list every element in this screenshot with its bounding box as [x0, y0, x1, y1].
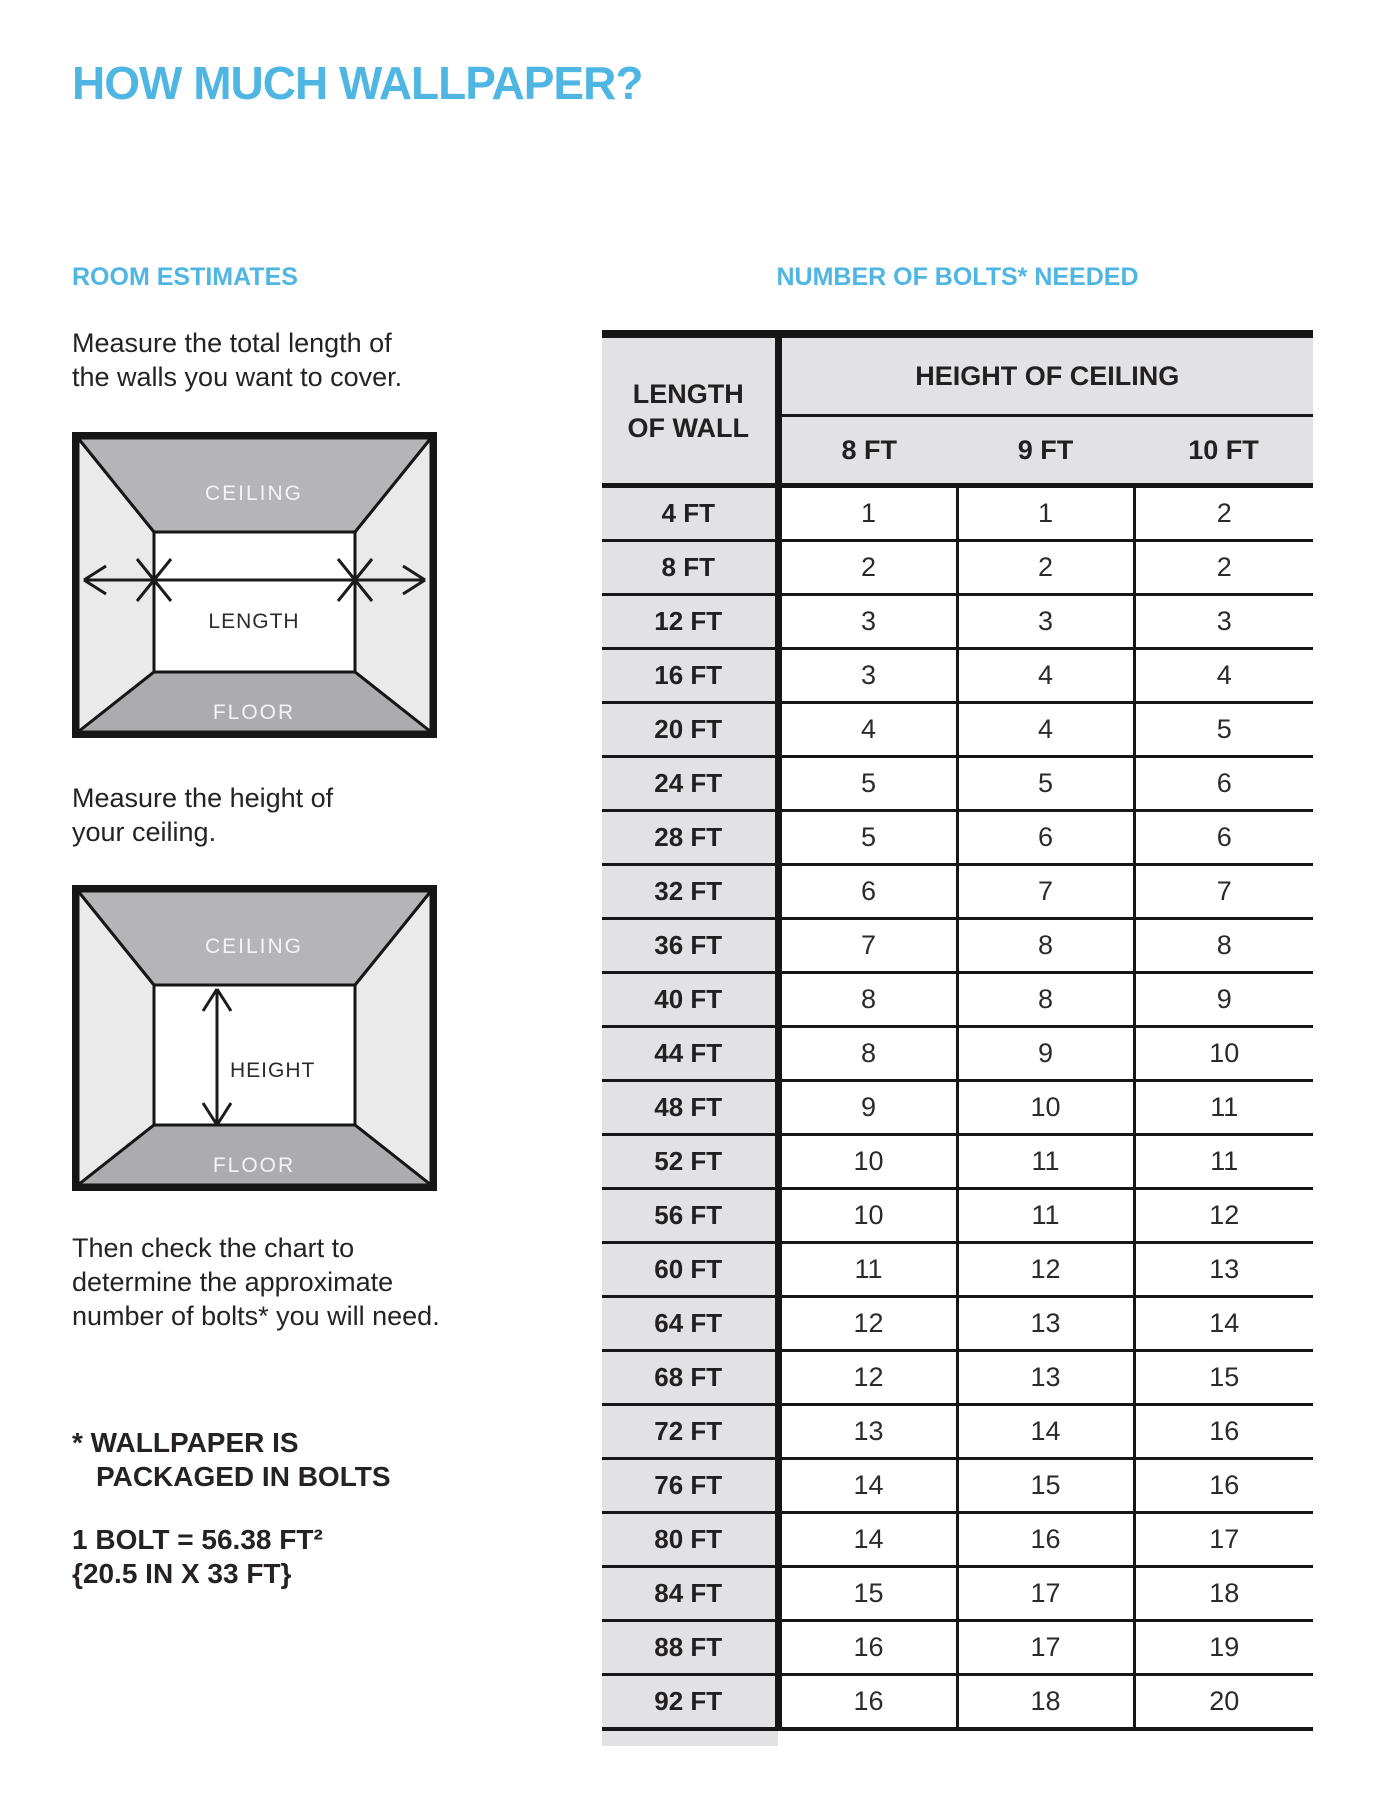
- row-label: 48 FT: [602, 1081, 778, 1135]
- bolt-count-cell: 2: [1134, 486, 1313, 541]
- bolt-count-cell: 12: [1134, 1189, 1313, 1243]
- row-label: 24 FT: [602, 757, 778, 811]
- table-row: [602, 1405, 1313, 1459]
- row-label-column-stub: [602, 1731, 778, 1746]
- room-estimates-heading: ROOM ESTIMATES: [72, 263, 298, 291]
- bolt-count-cell: 13: [778, 1405, 957, 1459]
- bolt-count-cell: 18: [957, 1675, 1134, 1730]
- row-label: 36 FT: [602, 919, 778, 973]
- bolt-count-cell: 11: [1134, 1081, 1313, 1135]
- bolt-count-cell: 10: [778, 1189, 957, 1243]
- table-row: [602, 973, 1313, 1027]
- bolt-count-cell: 11: [957, 1189, 1134, 1243]
- row-label: 76 FT: [602, 1459, 778, 1513]
- bolt-count-cell: 17: [957, 1567, 1134, 1621]
- bolt-count-cell: 11: [778, 1243, 957, 1297]
- bolt-count-cell: 15: [957, 1459, 1134, 1513]
- instruction-step-3-line2: determine the approximate: [72, 1267, 394, 1297]
- bolt-size-info: [72, 1523, 323, 1591]
- bolt-count-cell: 16: [778, 1675, 957, 1730]
- ceiling-label: CEILING: [204, 482, 304, 505]
- bolt-count-cell: 6: [957, 811, 1134, 865]
- table-row: [602, 1567, 1313, 1621]
- bolt-count-cell: 16: [957, 1513, 1134, 1567]
- table-row: [602, 1351, 1313, 1405]
- bolt-count-cell: 9: [778, 1081, 957, 1135]
- row-label: 88 FT: [602, 1621, 778, 1675]
- row-label: 32 FT: [602, 865, 778, 919]
- bolt-count-cell: 11: [1134, 1135, 1313, 1189]
- table-row: [602, 811, 1313, 865]
- table-row: [602, 1675, 1313, 1730]
- bolt-count-cell: 13: [957, 1351, 1134, 1405]
- instruction-step-2-line2: your ceiling.: [72, 817, 217, 847]
- bolt-count-cell: 4: [957, 649, 1134, 703]
- group-header: HEIGHT OF CEILING: [778, 334, 1313, 416]
- table-row: [602, 919, 1313, 973]
- bolt-count-cell: 12: [778, 1351, 957, 1405]
- instruction-step-1: [72, 326, 402, 394]
- bolts-table-wrap: [602, 330, 1313, 1746]
- row-label: 92 FT: [602, 1675, 778, 1730]
- ceiling-label: CEILING: [204, 935, 304, 958]
- bolt-count-cell: 4: [957, 703, 1134, 757]
- bolt-size-line2: {20.5 IN X 33 FT}: [72, 1558, 292, 1589]
- table-row: [602, 1081, 1313, 1135]
- row-label: 40 FT: [602, 973, 778, 1027]
- bolts-footnote-line2: PACKAGED IN BOLTS: [96, 1461, 391, 1492]
- bolt-count-cell: 5: [778, 757, 957, 811]
- bolt-count-cell: 5: [778, 811, 957, 865]
- page-title: HOW MUCH WALLPAPER?: [72, 57, 643, 109]
- bolt-count-cell: 7: [778, 919, 957, 973]
- row-label: 52 FT: [602, 1135, 778, 1189]
- floor-label: FLOOR: [212, 1154, 296, 1177]
- bolt-count-cell: 20: [1134, 1675, 1313, 1730]
- bolt-count-cell: 3: [778, 595, 957, 649]
- instruction-step-2-line1: Measure the height of: [72, 783, 334, 813]
- bolts-table-body: [602, 486, 1313, 1730]
- bolt-count-cell: 17: [957, 1621, 1134, 1675]
- row-label: 20 FT: [602, 703, 778, 757]
- table-row: [602, 703, 1313, 757]
- instruction-step-3-line3: number of bolts* you will need.: [72, 1301, 440, 1331]
- bolt-count-cell: 10: [778, 1135, 957, 1189]
- row-label: 64 FT: [602, 1297, 778, 1351]
- table-row: [602, 649, 1313, 703]
- row-label: 68 FT: [602, 1351, 778, 1405]
- bolt-count-cell: 16: [1134, 1459, 1313, 1513]
- room-length-diagram: [72, 432, 437, 738]
- bolt-count-cell: 14: [957, 1405, 1134, 1459]
- bolt-count-cell: 6: [778, 865, 957, 919]
- bolt-count-cell: 5: [957, 757, 1134, 811]
- table-row: [602, 1459, 1313, 1513]
- instruction-step-1-line2: the walls you want to cover.: [72, 362, 403, 392]
- bolt-count-cell: 4: [778, 703, 957, 757]
- table-row: [602, 1243, 1313, 1297]
- instruction-step-3-line1: Then check the chart to: [72, 1233, 355, 1263]
- row-label: 80 FT: [602, 1513, 778, 1567]
- bolt-count-cell: 3: [1134, 595, 1313, 649]
- bolt-count-cell: 8: [778, 973, 957, 1027]
- room-height-diagram: [72, 885, 437, 1191]
- bolt-count-cell: 6: [1134, 811, 1313, 865]
- bolts-table: [602, 330, 1313, 1731]
- bolt-count-cell: 9: [957, 1027, 1134, 1081]
- bolt-count-cell: 12: [778, 1297, 957, 1351]
- bolt-count-cell: 1: [957, 486, 1134, 541]
- bolt-count-cell: 10: [957, 1081, 1134, 1135]
- row-label: 56 FT: [602, 1189, 778, 1243]
- col-header-9ft: 9 FT: [957, 416, 1134, 486]
- bolt-count-cell: 2: [778, 541, 957, 595]
- row-label: 28 FT: [602, 811, 778, 865]
- bolt-count-cell: 14: [778, 1513, 957, 1567]
- bolts-table-title: NUMBER OF BOLTS* NEEDED: [776, 263, 1139, 291]
- bolt-count-cell: 2: [1134, 541, 1313, 595]
- row-label: 60 FT: [602, 1243, 778, 1297]
- row-label: 8 FT: [602, 541, 778, 595]
- bolt-count-cell: 16: [778, 1621, 957, 1675]
- bolt-count-cell: 19: [1134, 1621, 1313, 1675]
- height-label: HEIGHT: [230, 1059, 316, 1082]
- bolt-count-cell: 15: [1134, 1351, 1313, 1405]
- row-label: 4 FT: [602, 486, 778, 541]
- bolt-count-cell: 11: [957, 1135, 1134, 1189]
- bolt-count-cell: 14: [778, 1459, 957, 1513]
- table-header-row-1: [602, 334, 1313, 416]
- bolts-footnote: [72, 1426, 391, 1494]
- bolt-size-line1: 1 BOLT = 56.38 FT²: [72, 1524, 323, 1555]
- floor-label: FLOOR: [212, 701, 296, 724]
- bolt-count-cell: 10: [1134, 1027, 1313, 1081]
- bolt-count-cell: 6: [1134, 757, 1313, 811]
- table-row: [602, 1027, 1313, 1081]
- bolt-count-cell: 2: [957, 541, 1134, 595]
- bolt-count-cell: 14: [1134, 1297, 1313, 1351]
- bolt-count-cell: 12: [957, 1243, 1134, 1297]
- row-label: 72 FT: [602, 1405, 778, 1459]
- bolt-count-cell: 18: [1134, 1567, 1313, 1621]
- bolt-count-cell: 13: [957, 1297, 1134, 1351]
- bolt-count-cell: 8: [957, 919, 1134, 973]
- bolt-count-cell: 9: [1134, 973, 1313, 1027]
- bolt-count-cell: 8: [778, 1027, 957, 1081]
- table-row: [602, 1189, 1313, 1243]
- row-label: 84 FT: [602, 1567, 778, 1621]
- bolt-count-cell: 7: [957, 865, 1134, 919]
- instruction-step-2: [72, 781, 333, 849]
- table-row: [602, 1513, 1313, 1567]
- table-row: [602, 865, 1313, 919]
- bolt-count-cell: 1: [778, 486, 957, 541]
- instruction-step-3: [72, 1231, 440, 1333]
- table-row: [602, 595, 1313, 649]
- table-row: [602, 1297, 1313, 1351]
- table-row: [602, 486, 1313, 541]
- corner-header-line1: LENGTH: [632, 378, 744, 409]
- bolt-count-cell: 17: [1134, 1513, 1313, 1567]
- bolt-count-cell: 15: [778, 1567, 957, 1621]
- row-label: 16 FT: [602, 649, 778, 703]
- corner-header: [602, 334, 778, 486]
- bolt-count-cell: 4: [1134, 649, 1313, 703]
- row-label: 12 FT: [602, 595, 778, 649]
- col-header-8ft: 8 FT: [778, 416, 957, 486]
- corner-header-line2: OF WALL: [627, 412, 749, 443]
- col-header-10ft: 10 FT: [1134, 416, 1313, 486]
- table-row: [602, 541, 1313, 595]
- length-label: LENGTH: [208, 610, 300, 633]
- bolt-count-cell: 3: [957, 595, 1134, 649]
- bolt-count-cell: 3: [778, 649, 957, 703]
- bolt-count-cell: 16: [1134, 1405, 1313, 1459]
- bolt-count-cell: 8: [957, 973, 1134, 1027]
- bolt-count-cell: 5: [1134, 703, 1313, 757]
- table-row: [602, 1135, 1313, 1189]
- bolt-count-cell: 13: [1134, 1243, 1313, 1297]
- bolt-count-cell: 8: [1134, 919, 1313, 973]
- row-label: 44 FT: [602, 1027, 778, 1081]
- bolts-footnote-line1: * WALLPAPER IS: [72, 1427, 299, 1458]
- table-row: [602, 1621, 1313, 1675]
- bolt-count-cell: 7: [1134, 865, 1313, 919]
- instruction-step-1-line1: Measure the total length of: [72, 328, 392, 358]
- table-row: [602, 757, 1313, 811]
